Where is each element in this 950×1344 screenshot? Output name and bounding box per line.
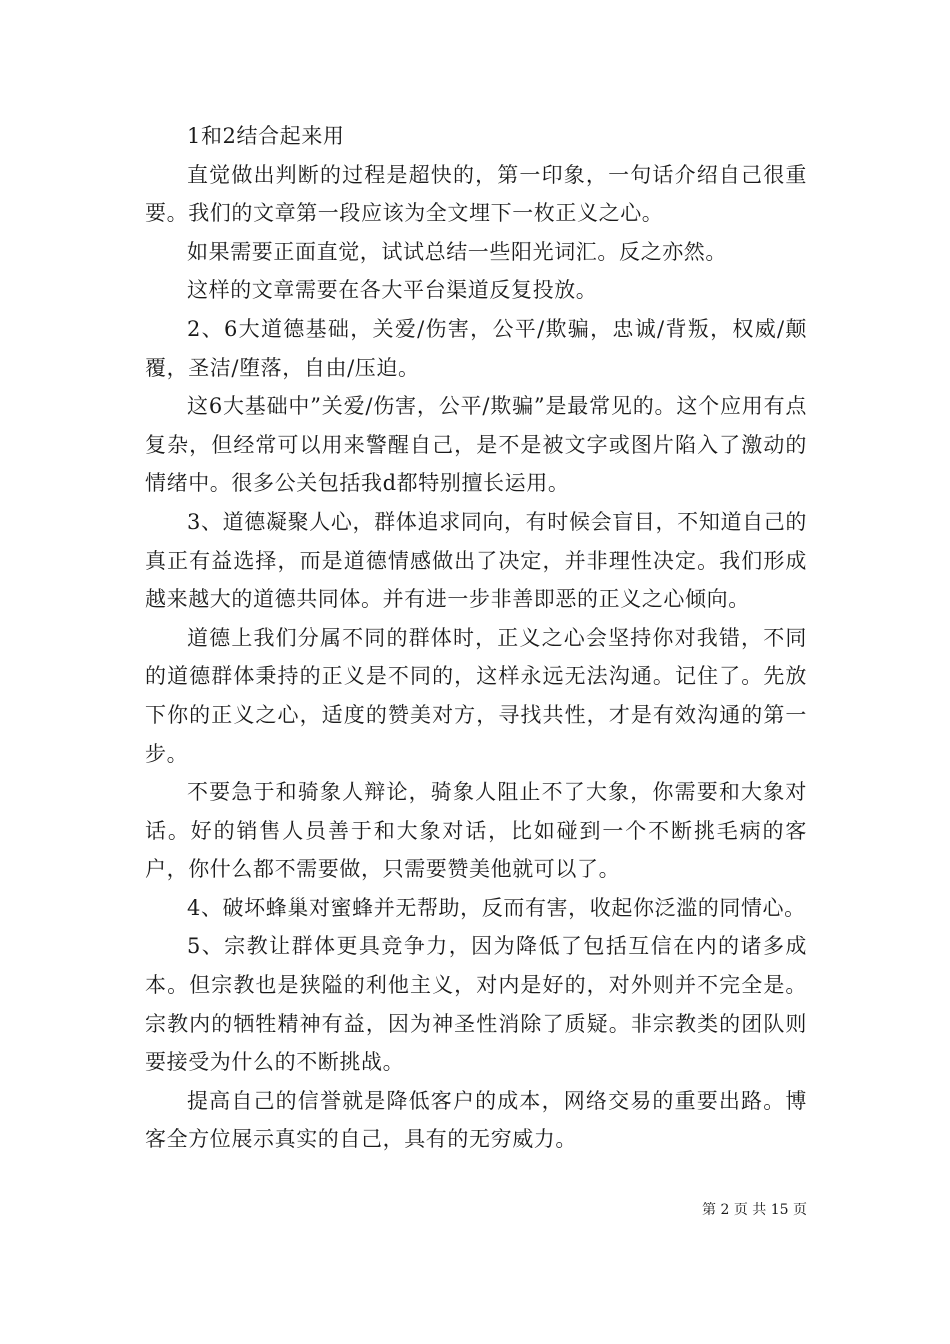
paragraph: 1和2结合起来用 [187,124,345,148]
paragraph: 不要急于和骑象人辩论，骑象人阻止不了大象，你需要和大象对话。好的销售人员善于和大象对话，比如碰到一个不断挑毛病的客户，你什么都不需要做，只需要赞美他就可以了。 [145,780,807,882]
paragraph: 这样的文章需要在各大平台渠道反复投放。 [187,278,598,303]
paragraph: 提高自己的信誉就是降低客户的成本，网络交易的重要出路。博客全方位展示真实的自己，具有的无穷威力。 [145,1088,807,1152]
paragraph: 这6大基础中”关爱/伤害，公平/欺骗”是最常见的。这个应用有点复杂，但经常可以用来警醒自己，是不是被文字或图片陷入了激动的情绪中。很多公关包括我d都特别擅长运用。 [145,394,807,496]
paragraph: 2、6大道德基础，关爱/伤害，公平/欺骗，忠诚/背叛，权威/颠覆，圣洁/堕落，自由/压迫。 [145,316,807,380]
paragraph: 3、道德凝聚人心，群体追求同向，有时候会盲目，不知道自己的真正有益选择，而是道德情感做出了决定，并非理性决定。我们形成越来越大的道德共同体。并有进一步非善即恶的正义之心倾向。 [145,509,807,612]
paragraph: 道德上我们分属不同的群体时，正义之心会坚持你对我错，不同的道德群体秉持的正义是不同的，这样永远无法沟通。记住了。先放下你的正义之心，适度的赞美对方，寻找共性，才是有效沟通的第一步。 [145,625,807,766]
page-number-footer: 第 2 页 共 15 页 [702,1202,807,1218]
document-body [145,117,807,1159]
paragraph: 4、破坏蜂巢对蜜蜂并无帮助，反而有害，收起你泛滥的同情心。 [187,895,806,920]
paragraph: 如果需要正面直觉，试试总结一些阳光词汇。反之亦然。 [187,239,727,264]
paragraph: 直觉做出判断的过程是超快的，第一印象，一句话介绍自己很重要。我们的文章第一段应该为全文埋下一枚正义之心。 [145,162,807,226]
paragraph: 5、宗教让群体更具竞争力，因为降低了包括互信在内的诸多成本。但宗教也是狭隘的利他主义，对内是好的，对外则并不完全是。宗教内的牺牲精神有益，因为神圣性消除了质疑。非宗教类的团队则要接受为什么的不断挑战。 [145,934,807,1075]
